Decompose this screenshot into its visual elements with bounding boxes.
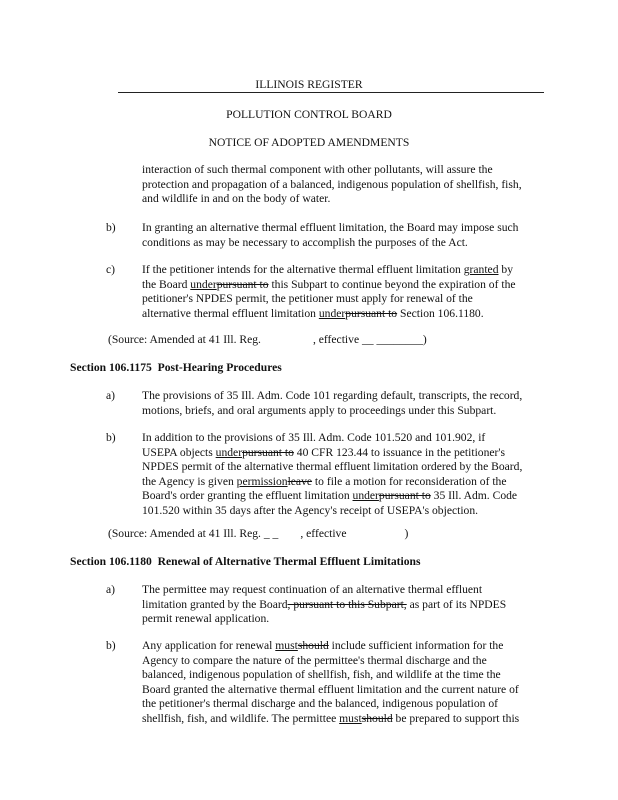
inserted-text: permission: [236, 474, 288, 488]
subsection-label: a): [106, 583, 116, 596]
paragraph-line: The provisions of 35 Ill. Adm. Code 101 regarding default, transcripts, the record,: [142, 389, 523, 402]
inserted-text: under: [318, 306, 346, 320]
subsection-b-application: [142, 639, 540, 727]
deleted-text: , pursuant to this Subpart,: [287, 597, 407, 611]
inserted-text: under: [190, 277, 217, 291]
paragraph-line: interaction of such thermal component with other pollutants, will assure the: [142, 163, 493, 176]
paragraph-line: balanced, indigenous population of shellfish, fish, and wildlife at the time the: [142, 668, 501, 682]
subsection-label: b): [106, 431, 116, 444]
paragraph-line: Board's order granting the effluent limitation underpursuant to 35 Ill. Adm. Code: [142, 489, 518, 503]
subsection-a-continuation: [142, 583, 540, 627]
source-note: (Source: Amended at 41 Ill. Reg. , effective __ ________): [108, 333, 427, 346]
paragraph-line: The permittee may request continuation of an alternative thermal effluent: [142, 583, 483, 596]
deleted-text: pursuant to: [378, 489, 431, 503]
register-title: ILLINOIS REGISTER: [255, 78, 363, 91]
paragraph-line: petitioner's NPDES permit, the petitioner must apply for renewal of the: [142, 292, 473, 306]
paragraph-line: shellfish, fish, and wildlife. The permittee mustshould be prepared to support this: [142, 711, 520, 725]
header-rule: [118, 92, 544, 93]
section-heading-1175: Section 106.1175 Post-Hearing Procedures: [70, 361, 282, 374]
paragraph-line: Board granted the alternative thermal effluent limitation and the current nature of: [142, 682, 519, 696]
paragraph-line: limitation granted by the Board, pursuant to this Subpart, as part of its NPDES: [142, 597, 507, 611]
paragraph-line: USEPA objects underpursuant to 40 CFR 123.44 to issuance in the petitioner's: [142, 445, 505, 459]
paragraph-line: permit renewal application.: [142, 612, 270, 626]
paragraph-line: the Board underpursuant to this Subpart to continue beyond the expiration of the: [142, 277, 516, 291]
section-heading-1180: Section 106.1180 Renewal of Alternative Thermal Effluent Limitations: [70, 555, 421, 568]
paragraph-line: motions, briefs, and oral arguments apply to proceedings under this Subpart.: [142, 403, 497, 417]
deleted-text: pursuant to: [216, 277, 269, 291]
inserted-text: under: [215, 445, 243, 459]
inserted-text: must: [275, 639, 298, 652]
paragraph-line: and wildlife in and on the body of water.: [142, 192, 331, 206]
paragraph-line: If the petitioner intends for the alternative thermal effluent limitation granted by: [142, 263, 513, 276]
paragraph-line: In addition to the provisions of 35 Ill. Adm. Code 101.520 and 101.902, if: [142, 431, 486, 444]
subsection-b-granting: [142, 221, 540, 250]
paragraph-line: the Agency is given permissionleave to file a motion for reconsideration of the: [142, 474, 507, 488]
paragraph-line: alternative thermal effluent limitation underpursuant to Section 106.1180.: [142, 306, 484, 320]
source-note: (Source: Amended at 41 Ill. Reg. _ _ , effective ): [108, 527, 409, 540]
paragraph-line: NPDES permit of the alternative thermal effluent limitation ordered by the Board,: [142, 460, 523, 474]
subsection-label: b): [106, 639, 116, 652]
deleted-text: should: [297, 639, 329, 652]
inserted-text: must: [339, 711, 362, 725]
paragraph-line: Any application for renewal mustshould include sufficient information for the: [142, 639, 504, 652]
subsection-c-renewal: [142, 263, 540, 321]
paragraph-line: protection and propagation of a balanced, indigenous population of shellfish, fish,: [142, 177, 522, 191]
continuation-paragraph: [142, 163, 540, 207]
subsection-label: b): [106, 221, 116, 234]
subsection-b-reconsideration: [142, 431, 540, 519]
subsection-label: a): [106, 389, 116, 402]
deleted-text: pursuant to: [242, 445, 294, 459]
paragraph-line: 101.520 within 35 days after the Agency's receipt of USEPA's objection.: [142, 503, 479, 517]
subsection-a-provisions: [142, 389, 540, 418]
paragraph-line: Agency to compare the nature of the permittee's thermal discharge and the: [142, 653, 487, 667]
paragraph-line: conditions as may be necessary to accomplish the purposes of the Act.: [142, 235, 468, 249]
paragraph-line: the petitioner's thermal discharge and the balanced, indigenous population of: [142, 697, 499, 711]
deleted-text: pursuant to: [345, 306, 398, 320]
deleted-text: should: [361, 711, 393, 725]
inserted-text: granted: [463, 263, 499, 276]
inserted-text: under: [352, 489, 379, 503]
paragraph-line: In granting an alternative thermal effluent limitation, the Board may impose such: [142, 221, 519, 234]
board-title: POLLUTION CONTROL BOARD: [226, 108, 392, 121]
notice-title: NOTICE OF ADOPTED AMENDMENTS: [208, 136, 410, 149]
subsection-label: c): [106, 263, 116, 276]
deleted-text: leave: [287, 474, 313, 488]
